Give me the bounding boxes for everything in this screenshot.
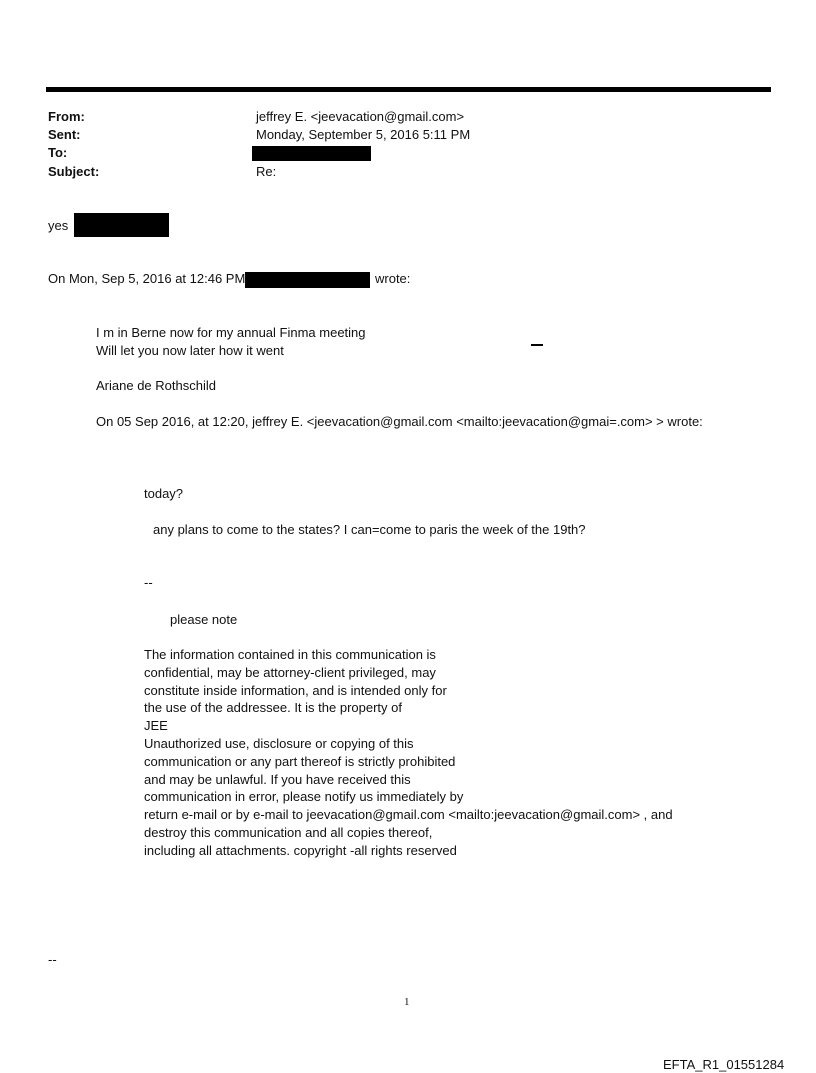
from-value: jeffrey E. <jeevacation@gmail.com>: [256, 109, 465, 124]
disclaimer-line: destroy this communication and all copies thereof,: [144, 824, 433, 840]
to-label: To:: [48, 145, 68, 160]
nested-line-2: any plans to come to the states? I can=come to paris the week of the 19th?: [153, 522, 586, 537]
to-redaction: [252, 146, 371, 161]
nested-attribution: On 05 Sep 2016, at 12:20, jeffrey E. <jeevacation@gmail.com <mailto:jeevacation@gmai=.com> > wrote:: [96, 414, 703, 429]
quote-attribution-prefix: On Mon, Sep 5, 2016 at 12:46 PM: [48, 271, 246, 286]
from-label: From:: [48, 109, 85, 124]
disclaimer-line: communication or any part thereof is strictly prohibited: [144, 753, 456, 769]
quote-attribution-suffix: wrote:: [375, 271, 411, 286]
disclaimer-line: return e-mail or by e-mail to jeevacation@gmail.com <mailto:jeevacation@gmail.com> , and: [144, 807, 673, 823]
signature-separator: --: [144, 575, 153, 590]
disclaimer-line: Unauthorized use, disclosure or copying of this: [144, 735, 414, 751]
disclaimer-block: [144, 646, 673, 860]
subject-value: Re:: [256, 164, 277, 179]
quoted-line-2: Will let you now later how it went: [96, 343, 284, 358]
disclaimer-line: JEE: [144, 718, 168, 734]
nested-line-1: today?: [144, 486, 184, 501]
disclaimer-line: and may be unlawful. If you have received this: [144, 771, 411, 787]
bates-number: EFTA_R1_01551284: [663, 1057, 785, 1072]
quoted-signature: Ariane de Rothschild: [96, 378, 216, 393]
attribution-redaction: [245, 272, 370, 288]
disclaimer-line: The information contained in this communication is: [144, 647, 436, 662]
please-note: please note: [170, 612, 238, 627]
disclaimer-line: confidential, may be attorney-client privileged, may: [144, 664, 436, 680]
reply-redaction: [74, 213, 169, 237]
sent-label: Sent:: [48, 127, 81, 142]
disclaimer-line: including all attachments. copyright -all rights reserved: [144, 842, 457, 858]
quoted-line-1: I m in Berne now for my annual Finma meeting: [96, 325, 366, 340]
subject-label: Subject:: [48, 164, 100, 179]
page-number: 1: [404, 996, 410, 1008]
trailing-separator: --: [48, 952, 57, 967]
stray-dash-mark: [531, 344, 543, 346]
reply-text: yes: [48, 218, 69, 233]
disclaimer-line: constitute inside information, and is intended only for: [144, 682, 447, 698]
disclaimer-line: communication in error, please notify us immediately by: [144, 789, 464, 805]
sent-value: Monday, September 5, 2016 5:11 PM: [256, 127, 471, 142]
header-rule: [46, 87, 771, 92]
disclaimer-line: the use of the addressee. It is the property of: [144, 700, 402, 716]
